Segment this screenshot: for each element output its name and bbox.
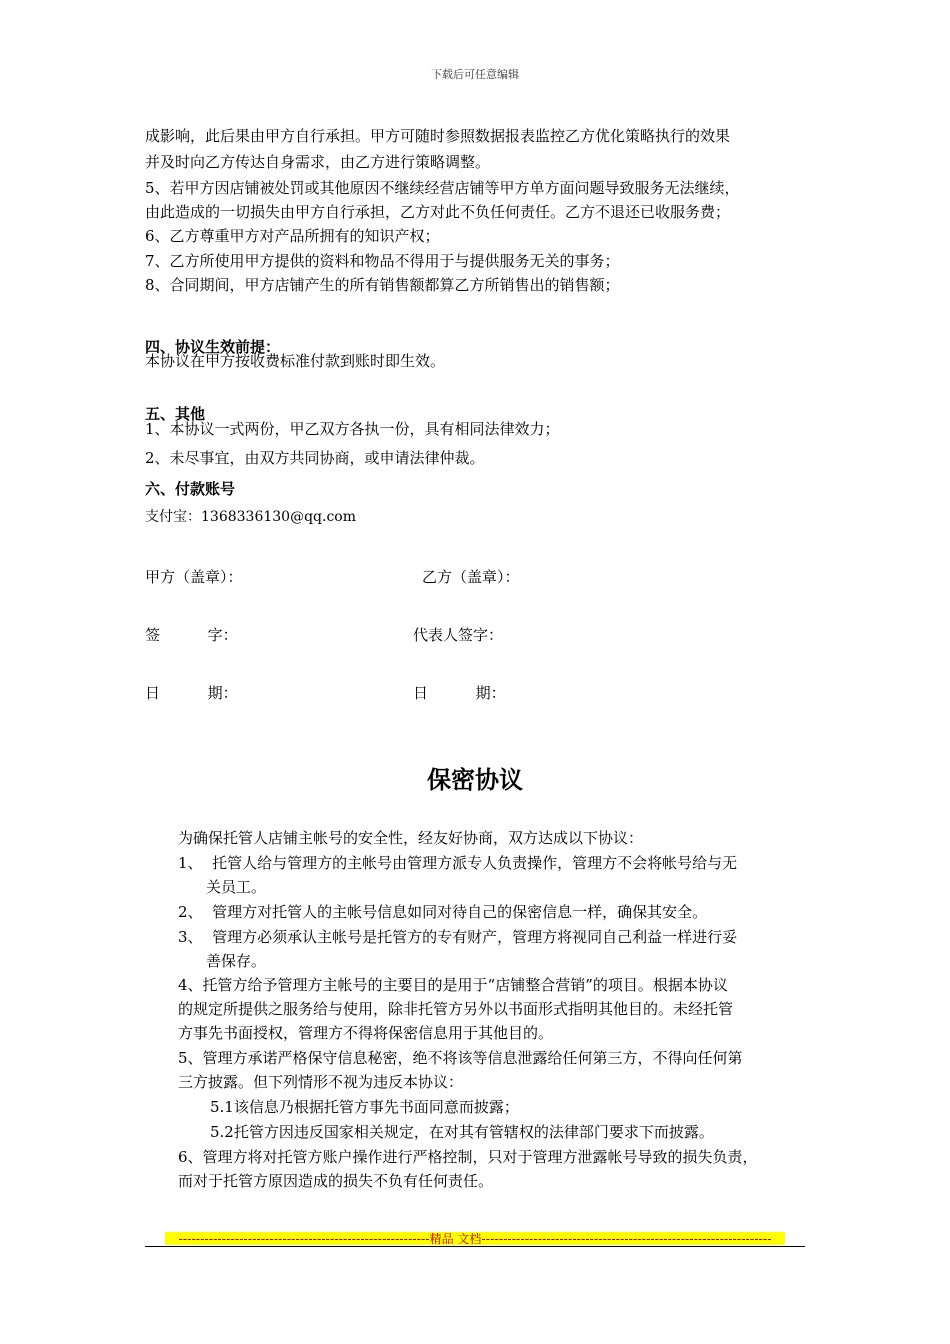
clause-line: 并及时向乙方传达自身需求，由乙方进行策略调整。 xyxy=(145,153,491,171)
party-a-seal-label: 甲方（盖章）： xyxy=(145,568,243,586)
nda-subclause: 5.1该信息乃根据托管方事先书面同意而披露； xyxy=(210,1098,519,1116)
footer-text: ----------------------------------------------------------精品 文档------------------------------------------------------------------- xyxy=(178,1232,772,1246)
clause-line: 8、合同期间，甲方店铺产生的所有销售额都算乙方所销售出的销售额； xyxy=(145,276,620,294)
party-b-seal-label: 乙方（盖章）： xyxy=(422,568,520,586)
nda-line: 善保存。 xyxy=(206,952,267,970)
clause-line: 1、本协议一式两份，甲乙双方各执一份，具有相同法律效力； xyxy=(145,420,560,438)
nda-line: 关员工。 xyxy=(206,878,267,896)
section-heading: 四、协议生效前提： xyxy=(145,338,281,356)
date-label: 日 期： xyxy=(145,684,238,702)
nda-intro: 为确保托管人店铺主帐号的安全性，经友好协商，双方达成以下协议： xyxy=(178,829,644,847)
page-header: 下载后可任意编辑 xyxy=(431,68,519,81)
clause-line: 5、若甲方因店铺被处罚或其他原因不继续经营店铺等甲方单方面问题导致服务无法继续， xyxy=(145,179,740,197)
sign-label: 签 字： xyxy=(145,626,238,644)
nda-line: 2、 管理方对托管人的主帐号信息如同对待自己的保密信息一样，确保其安全。 xyxy=(178,903,708,921)
clause-line: 由此造成的一切损失由甲方自行承担，乙方对此不负任何责任。乙方不退还已收服务费； xyxy=(145,203,731,221)
nda-line: 的规定所提供之服务给与使用，除非托管方另外以书面形式指明其他目的。未经托管 xyxy=(178,1000,734,1018)
nda-line: 6、管理方将对托管方账户操作进行严格控制，只对于管理方泄露帐号导致的损失负责， xyxy=(178,1148,758,1166)
date-label: 日 期： xyxy=(413,684,506,702)
nda-line: 4、托管方给予管理方主帐号的主要目的是用于“店铺整合营销”的项目。根据本协议 xyxy=(178,976,728,994)
clause-line: 7、乙方所使用甲方提供的资料和物品不得用于与提供服务无关的事务； xyxy=(145,252,620,270)
nda-line: 5、管理方承诺严格保守信息秘密，绝不将该等信息泄露给任何第三方，不得向任何第 xyxy=(178,1049,743,1067)
representative-sign-label: 代表人签字： xyxy=(413,626,504,644)
clause-line: 成影响，此后果由甲方自行承担。甲方可随时参照数据报表监控乙方优化策略执行的效果 xyxy=(145,127,731,145)
clause-line: 2、未尽事宜，由双方共同协商，或申请法律仲裁。 xyxy=(145,449,485,467)
nda-line: 1、 托管人给与管理方的主帐号由管理方派专人负责操作，管理方不会将帐号给与无 xyxy=(178,854,738,872)
nda-line: 三方披露。但下列情形不视为违反本协议： xyxy=(178,1073,464,1091)
footer-rule xyxy=(145,1246,805,1247)
clause-line: 6、乙方尊重甲方对产品所拥有的知识产权； xyxy=(145,227,440,245)
nda-line: 3、 管理方必须承认主帐号是托管方的专有财产，管理方将视同自己利益一样进行妥 xyxy=(178,928,738,946)
section-heading: 六、付款账号 xyxy=(145,480,236,498)
nda-line: 而对于托管方原因造成的损失不负有任何责任。 xyxy=(178,1172,494,1190)
nda-line: 方事先书面授权，管理方不得将保密信息用于其他目的。 xyxy=(178,1024,554,1042)
nda-subclause: 5.2托管方因违反国家相关规定，在对其有管辖权的法律部门要求下而披露。 xyxy=(210,1123,714,1141)
document-title: 保密协议 xyxy=(427,766,523,794)
payment-account: 支付宝：1368336130@qq.com xyxy=(145,509,356,525)
section-heading: 五、其他 xyxy=(145,405,206,423)
section-text: 本协议在甲方按收费标准付款到账时即生效。 xyxy=(145,352,446,370)
